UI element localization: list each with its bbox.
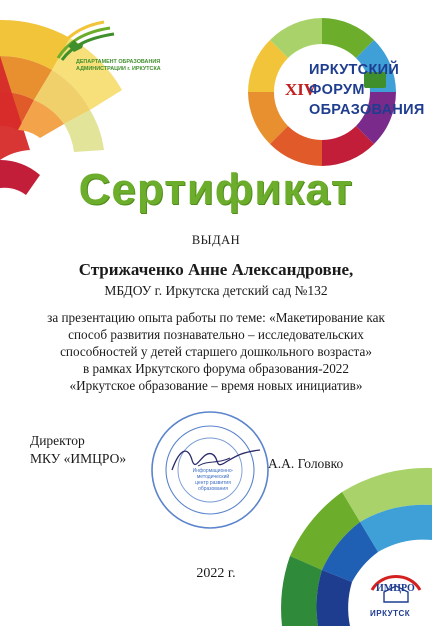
imcro-city: ИРКУТСК <box>370 609 411 618</box>
signature <box>168 440 268 480</box>
body-line-3: способностей у детей старшего дошкольного возраста» <box>60 344 372 359</box>
stamp-line-4: образования <box>198 486 228 492</box>
forum-logo-text <box>309 60 425 120</box>
department-line-2: АДМИНИСТРАЦИИ г. ИРКУТСКА <box>76 65 161 72</box>
recipient-organization: МБДОУ г. Иркутска детский сад №132 <box>104 283 328 298</box>
director-organization: МКУ «ИМЦРО» <box>30 451 127 466</box>
certificate-year: 2022 г. <box>196 566 236 581</box>
forum-line-3: ОБРАЗОВАНИЯ <box>309 102 425 118</box>
stamp-line-1: Информационно- <box>192 468 234 474</box>
forum-line-1: ИРКУТСКИЙ <box>309 62 400 78</box>
department-logo <box>50 16 126 62</box>
stamp-line-3: центр развития <box>195 480 231 486</box>
body-line-1: за презентацию опыта работы по теме: «Макетирование как <box>47 310 385 325</box>
imcro-name: ИМЦРО <box>376 583 415 594</box>
forum-line-2: ФОРУМ <box>309 82 365 98</box>
certificate-body <box>0 309 432 394</box>
forum-roman-numeral: XIV <box>285 80 317 99</box>
issued-label: ВЫДАН <box>191 233 241 247</box>
body-line-4: в рамках Иркутского форума образования-2022 <box>83 361 349 376</box>
department-logo-text <box>76 59 161 72</box>
body-line-2: способ развития познавательно – исследовательских <box>68 327 364 342</box>
stamp-line-2: методический <box>196 474 230 480</box>
certificate-title: Сертификат <box>78 165 354 214</box>
recipient-name: Стрижаченко Анне Александровне, <box>78 260 354 279</box>
signatory-name: А.А. Головко <box>268 456 344 471</box>
director-title: Директор <box>30 433 85 448</box>
body-line-5: «Иркутское образование – время новых инициатив» <box>69 378 363 393</box>
department-line-1: ДЕПАРТАМЕНТ ОБРАЗОВАНИЯ <box>76 59 161 65</box>
